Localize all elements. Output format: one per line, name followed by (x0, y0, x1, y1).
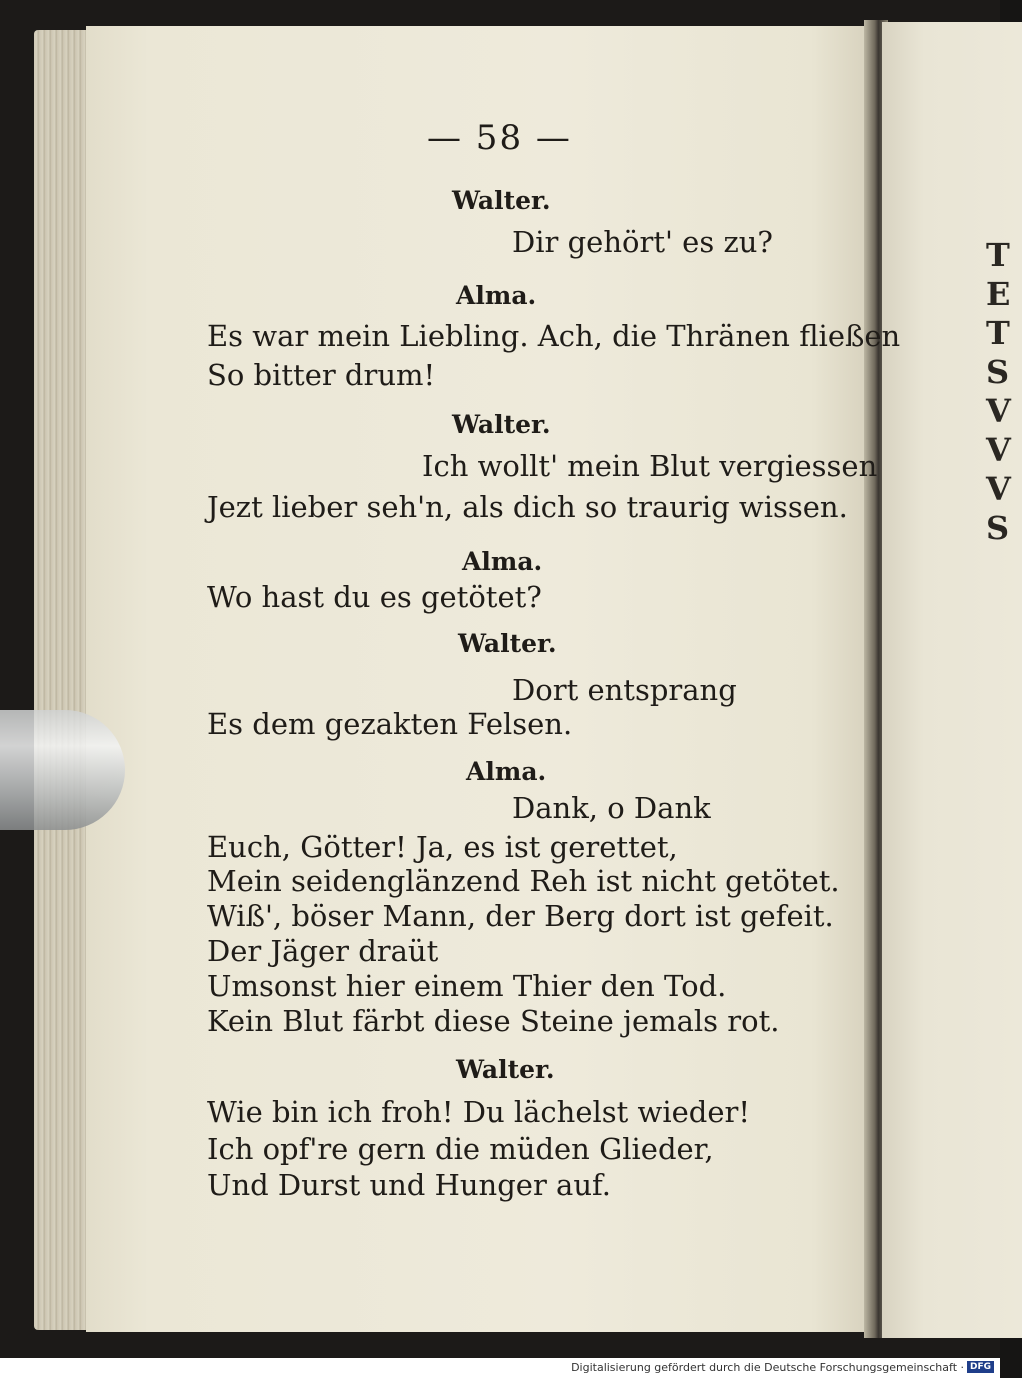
facing-letter: E (986, 275, 1011, 313)
facing-letter: V (986, 470, 1011, 508)
facing-letter: S (986, 353, 1010, 391)
verse-line: Euch, Götter! Ja, es ist gerettet, (207, 830, 678, 864)
facing-letter: S (986, 509, 1010, 547)
verse-line: Es war mein Liebling. Ach, die Thränen fließen (207, 319, 901, 353)
verse-line: Wie bin ich froh! Du lächelst wieder! (207, 1095, 751, 1129)
speaker-label: Walter. (458, 629, 557, 658)
verse-line: Wiß', böser Mann, der Berg dort ist gefeit. (207, 899, 834, 933)
footer-credit: Digitalisierung gefördert durch die Deutsche Forschungsgemeinschaft · (571, 1361, 964, 1374)
verse-line: Dir gehört' es zu? (512, 225, 773, 259)
page-number: — 58 — (427, 118, 572, 158)
speaker-label: Alma. (456, 281, 537, 310)
speaker-label: Walter. (456, 1055, 555, 1084)
speaker-label: Walter. (452, 186, 551, 215)
facing-letter: T (986, 314, 1010, 352)
speaker-label: Alma. (462, 547, 543, 576)
verse-line: Dort entsprang (512, 673, 737, 707)
facing-letter: V (986, 431, 1011, 469)
speaker-label: Alma. (466, 757, 547, 786)
verse-line: So bitter drum! (207, 358, 436, 392)
dfg-logo: DFG (967, 1361, 994, 1373)
verse-line: Ich opf're gern die müden Glieder, (207, 1132, 714, 1166)
verse-line: Umsonst hier einem Thier den Tod. (207, 969, 727, 1003)
verse-line: Und Durst und Hunger auf. (207, 1168, 611, 1202)
verse-line: Dank, o Dank (512, 791, 711, 825)
verse-line: Ich wollt' mein Blut vergiessen (422, 449, 878, 483)
verse-line: Kein Blut färbt diese Steine jemals rot. (207, 1004, 780, 1038)
facing-letter: T (986, 236, 1010, 274)
verse-line: Mein seidenglänzend Reh ist nicht getötet. (207, 864, 840, 898)
verse-line: Jezt lieber seh'n, als dich so traurig wissen. (207, 490, 848, 524)
verse-line: Es dem gezakten Felsen. (207, 707, 573, 741)
facing-letter: V (986, 392, 1011, 430)
verse-line: Wo hast du es getötet? (207, 580, 542, 614)
digitization-footer (0, 1358, 1000, 1378)
verse-line: Der Jäger draüt (207, 934, 439, 968)
speaker-label: Walter. (452, 410, 551, 439)
